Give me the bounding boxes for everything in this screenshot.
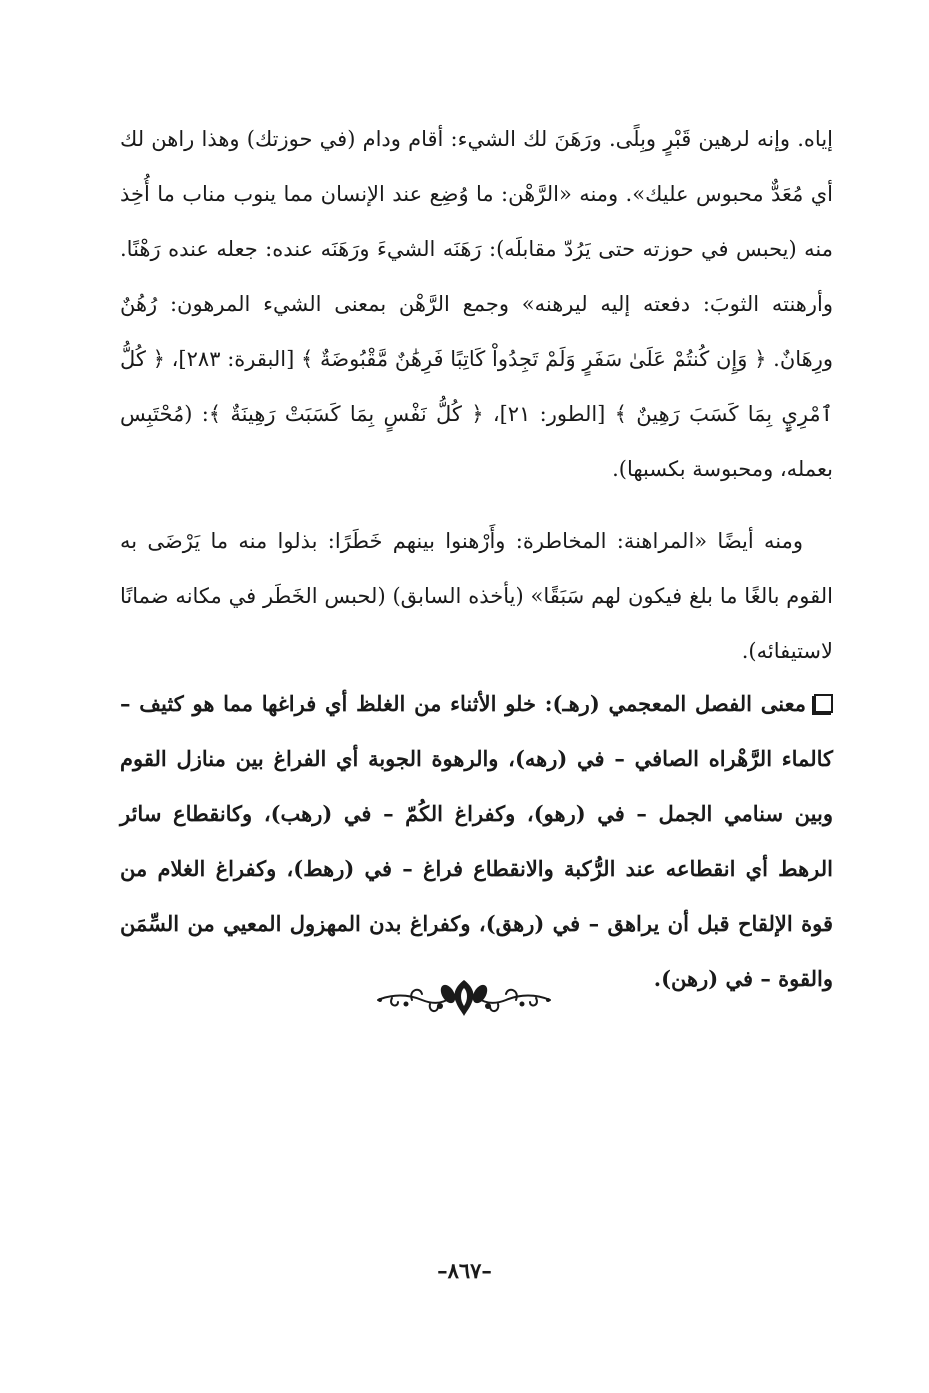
meaning-text: معنى الفصل المعجمي (رهـ): خلو الأثناء من الغلظ أي فراغها مما هو كثيف – كالماء الرَّهْراه الصافي – في (رهه)، والرهوة الجوبة أي الفراغ بين منازل القوم وبين سنامي الجمل – في (رهو)، وكفراغ الكُمّ – في (رهب)، وكانقطاع سائر الرهط أي انقطاعه عند الرُّكبة والانقطاع فراغ – في (رهط)، وكفراغ الغلام من قوة الإلقاح قبل أن يراهق – في (رهق)، وكفراغ بدن المهزول المعيي من السِّمَن والقوة – في (رهن). [120,691,833,991]
page-number: –٨٦٧– [437,1258,492,1283]
paragraph-2: ومنه أيضًا «المراهنة: المخاطرة: وأَرْهنوا بينهم خَطَرًا: بذلوا منه ما يَرْضَى به القوم بالغًا ما بلغ فيكون لهم سَبَقًا» (يأخذه السابق) (لحبس الخَطَر في مكانه ضمانًا لاستيفائه). [120,529,833,663]
paragraph-block-2 [120,514,833,679]
meaning-section [120,676,833,1006]
meaning-paragraph [120,676,833,1006]
paragraph-1: إياه. وإنه لرهين قَبْرٍ وبِلًى. ورَهَنَ لك الشيء: أقام ودام (في حوزتك) وهذا راهن لك أي مُعَدٌّ محبوس عليك». ومنه «الرَّهْن: ما وُضِع عند الإنسان مما ينوب مناب ما أُخِذ منه (يحبس في حوزته حتى يَرُدّ مقابلَه): رَهَنَه الشيءَ ورَهَنَه عنده: جعله عنده رَهْنًا. وأرهنته الثوبَ: دفعته إليه ليرهنه» وجمع الرَّهْن بمعنى الشيء المرهون: رُهُنٌ ورِهَانٌ. ﴿ وَإِن كُنتُمْ عَلَىٰ سَفَرٍ وَلَمْ تَجِدُواْ كَاتِبًا فَرِهَٰنٌ مَّقْبُوضَةٌ ﴾ [البقرة: ٢٨٣]، ﴿ كُلُّ ٱمْرِيٍٕ بِمَا كَسَبَ رَهِينٌ ﴾ [الطور: ٢١]، ﴿ كُلُّ نَفْسٍ بِمَا كَسَبَتْ رَهِينَةٌ ﴾: (مُحْتَبِس بعمله، ومحبوسة بكسبها). [120,127,833,481]
square-box-icon [814,694,833,713]
decorative-divider-icon [372,976,556,1020]
paragraph-block-1 [120,112,833,497]
